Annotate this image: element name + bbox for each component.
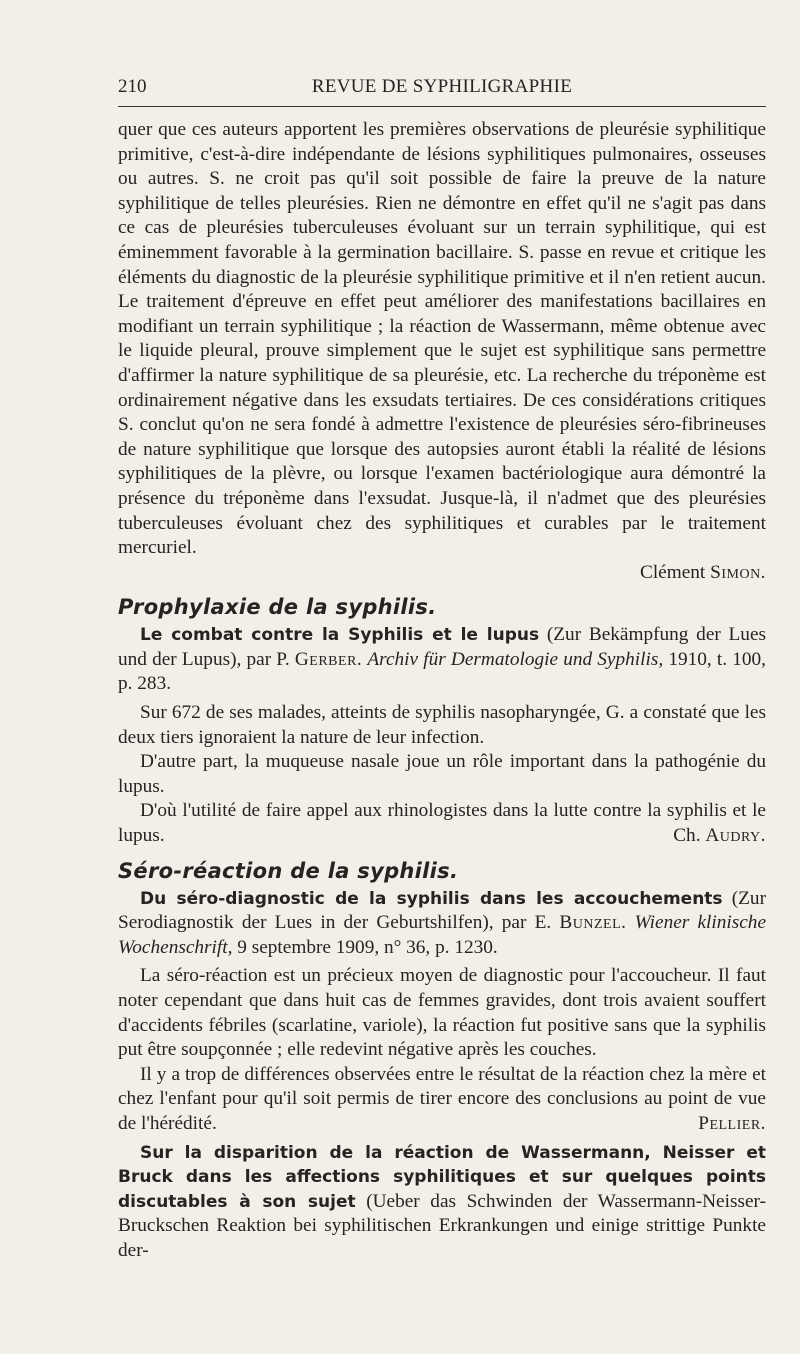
page-number: 210 [118,76,147,97]
article-reference: Sur la disparition de la réaction de Wassermann, Neisser et Bruck dans les affections syphilitiques et sur quelques points discutables à son sujet (Ueber das Schwinden der Wassermann-Neisser-Bruckschen Reaktion bei syphilitischen Erkrankungen und einige strittige Punkte der- [118,1142,766,1261]
journal: Archiv für Dermatologie und Syphilis, [367,648,664,670]
paragraph: D'où l'utilité de faire appel aux rhinologistes dans la lutte contre la syphilis et le lupus. Ch. Audry. [118,799,766,848]
article-title: Du séro-diagnostic de la syphilis dans les accouchements [140,888,723,909]
running-title: REVUE DE SYPHILIGRAPHIE [311,76,573,97]
author: Bunzel. [559,912,627,934]
article-reference: Du séro-diagnostic de la syphilis dans les accouchements (Zur Serodiagnostik der Lues in der Geburtshilfen), par E. Bunzel. Wiener klinische Wochenschrift, 9 septembre 1909, n° 36, p. 1230. [118,887,767,958]
author: Gerber. [294,648,363,670]
paragraph: D'autre part, la muqueuse nasale joue un rôle important dans la pathogénie du lupus. [118,751,766,797]
article-title: Le combat contre la Syphilis et le lupus [140,625,540,646]
signature: Ch. Audry. [673,825,766,847]
signature: Pellier. [698,1112,766,1134]
paragraph-continuation [118,118,766,585]
signature: Clément Simon. [639,561,766,583]
paragraph: Il y a trop de différences observées entre le résultat de la réaction chez la mère et chez l'enfant pour qu'il soit permis de tirer encore des conclusions au point de vue de l'hérédité. Pellier. [118,1063,766,1137]
paragraph-text: quer que ces auteurs apportent les premières observations de pleurésie syphilitique primitive, c'est-à-dire indépendante de lésions syphilitiques pulmonaires, osseuses ou autres. S. ne croit pas qu'il soit possible de faire la preuve de la nature syphilitique de telles pleurésies. Rien ne démontre en effet qu'il ne s'agit pas dans ce cas de pleurésies tuberculeuses évoluant sur un terrain syphilitique, qui est éminemment favorable à la germination bacillaire. S. passe en revue et critique les éléments du diagnostic de la pleurésie syphilitique primitive et il n'en retient aucun. Le traitement d'épreuve en effet peut améliorer des manifestations bacillaires en modifiant un terrain syphilitique ; la réaction de Wassermann, même obtenue avec le liquide pleural, prouve simplement que le sujet est syphilitique sans permettre d'affirmer la nature syphilitique de sa pleurésie, etc. La recherche du tréponème est ordinairement négative dans les exsudats tertiaires. De ces considérations critiques S. conclut qu'on ne sera fondé à admettre l'existence de pleurésies séro-fibrineuses de nature syphilitique que lorsque des autopsies auront établi la réalité de lésions syphilitiques de la plèvre, ou lorsque l'examen bactériologique aura démontré la présence du tréponème dans l'exsudat. Jusque-là, il n'admet que des pleurésies tuberculeuses évoluant chez des syphilitiques et curables par le traitement mercuriel. [118,119,766,559]
header-rule [118,106,766,107]
section-title-sero-reaction: Séro-réaction de la syphilis. [118,858,459,883]
article-title: Sur la disparition de la réaction de Wassermann, Neisser et Bruck dans les affections syphilitiques et sur quelques points discutables à son sujet [118,1142,766,1212]
article-reference: Le combat contre la Syphilis et le lupus (Zur Bekämpfung der Lues und der Lupus), par P. Gerber. Archiv für Dermatologie und Syphilis, 1910, t. 100, p. 283. [118,624,767,695]
paragraph: La séro-réaction est un précieux moyen de diagnostic pour l'accoucheur. Il faut noter cependant que dans huit cas de femmes gravides, dont trois avaient souffert d'accidents fébriles (scarlatine, variole), la réaction fut positive sans que la syphilis put être soupçonnée ; elle redevint négative après les couches. [118,965,766,1061]
paragraph: Sur 672 de ses malades, atteints de syphilis nasopharyngée, G. a constaté que les deux tiers ignoraient la nature de leur infection. [118,702,766,748]
journal: Wiener klinische Wochenschrift, [118,912,767,958]
running-header [118,76,766,100]
article-body [118,118,766,1264]
section-title-prophylaxie: Prophylaxie de la syphilis. [118,595,437,620]
